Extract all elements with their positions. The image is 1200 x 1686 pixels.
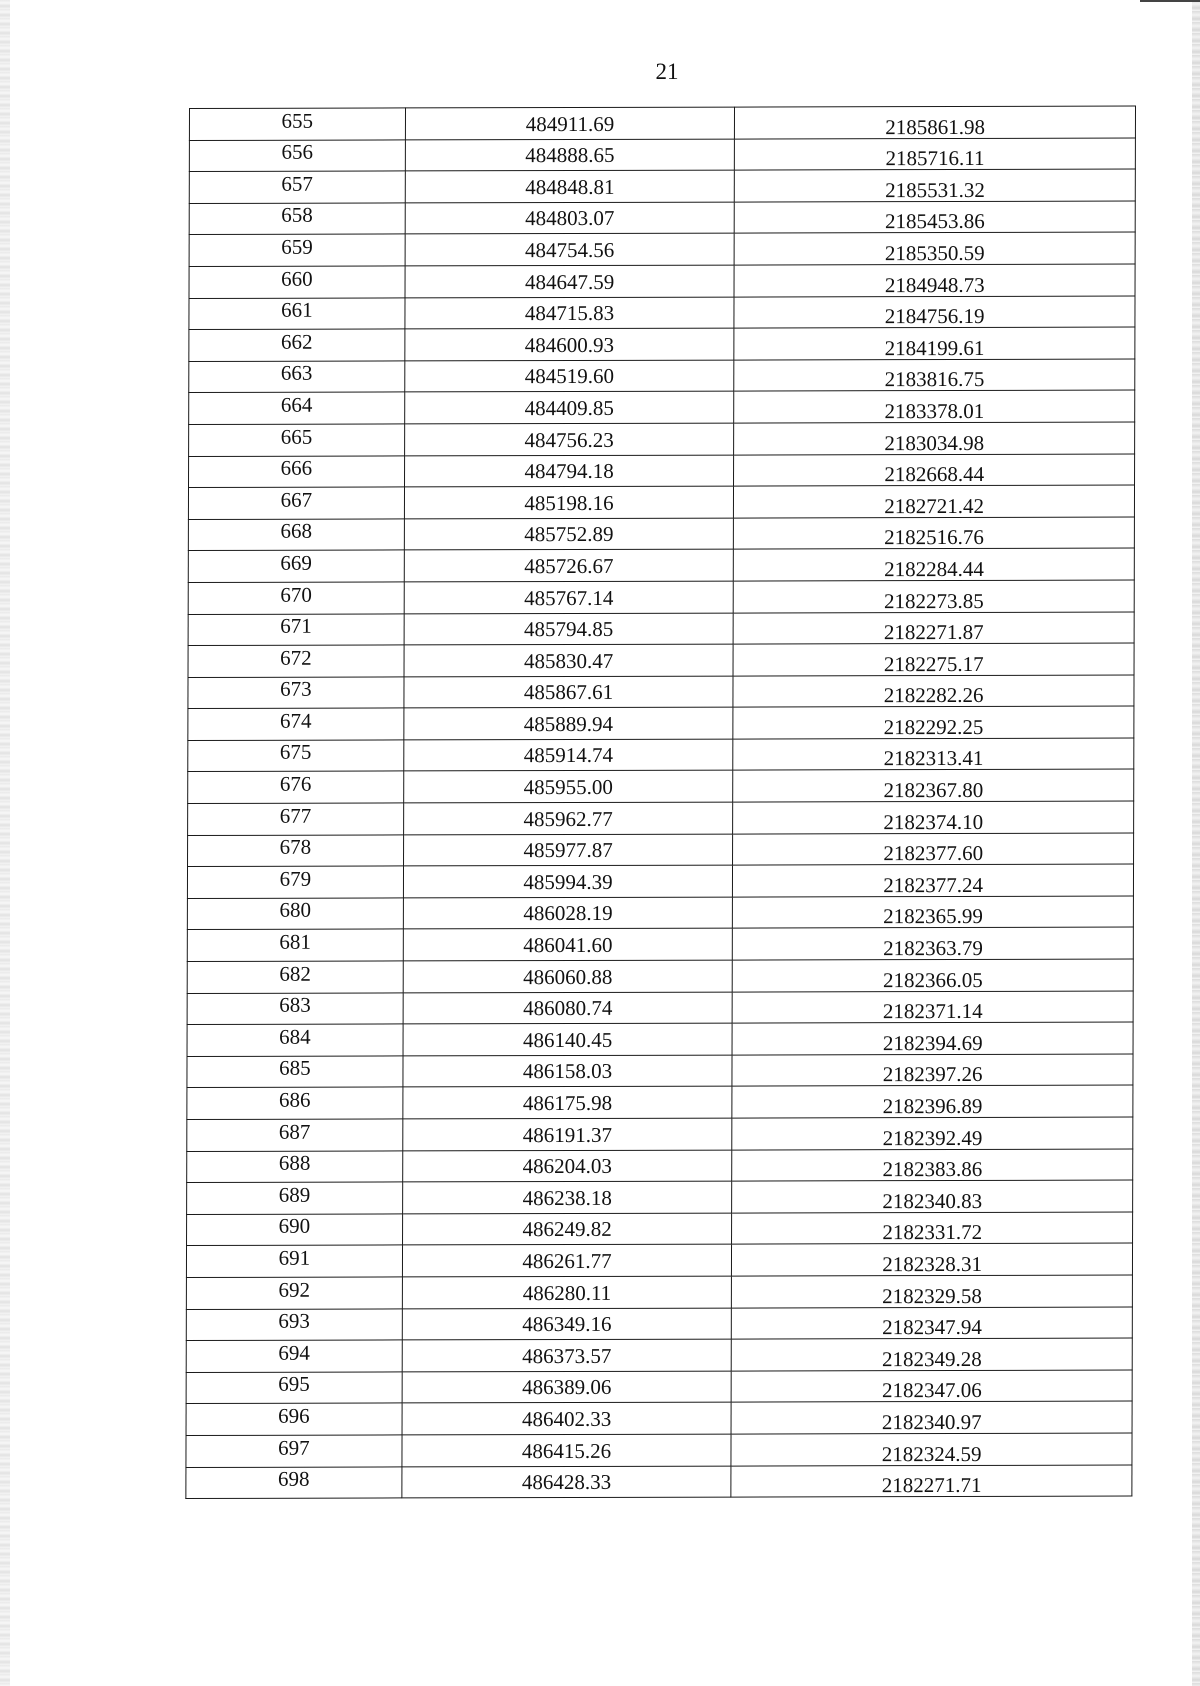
y-coordinate-cell: 2185716.11 (735, 138, 1136, 171)
y-coordinate-cell: 2182721.42 (734, 485, 1135, 518)
scan-edge-right (1192, 0, 1200, 1686)
x-coordinate-cell: 484519.60 (404, 360, 734, 392)
table-row (188, 833, 1134, 867)
y-coordinate-cell: 2182284.44 (734, 548, 1135, 581)
point-number-cell: 683 (187, 993, 403, 1025)
table-row (188, 548, 1134, 582)
x-coordinate-cell: 485914.74 (403, 739, 733, 771)
point-number-cell: 679 (187, 866, 403, 898)
x-coordinate-cell: 484647.59 (405, 265, 735, 297)
point-number-cell: 692 (186, 1277, 402, 1309)
y-coordinate-cell: 2182374.10 (733, 801, 1134, 834)
y-coordinate-cell: 2182366.05 (733, 959, 1134, 992)
table-row (188, 517, 1134, 551)
y-coordinate-cell: 2182328.31 (732, 1243, 1133, 1276)
table-row (187, 1212, 1133, 1246)
x-coordinate-cell: 486402.33 (402, 1402, 732, 1434)
y-coordinate-cell: 2182273.85 (734, 580, 1135, 613)
x-coordinate-cell: 485889.94 (404, 707, 734, 739)
point-number-cell: 675 (188, 740, 404, 772)
table-row (189, 232, 1135, 266)
y-coordinate-cell: 2182349.28 (732, 1338, 1133, 1371)
y-coordinate-cell: 2182282.26 (733, 675, 1134, 708)
x-coordinate-cell: 485977.87 (403, 834, 733, 866)
point-number-cell: 672 (188, 645, 404, 677)
point-number-cell: 695 (186, 1372, 402, 1404)
point-number-cell: 663 (189, 361, 405, 393)
point-number-cell: 678 (188, 835, 404, 867)
x-coordinate-cell: 484754.56 (405, 233, 735, 265)
table-row (186, 1370, 1132, 1404)
table-row (187, 1117, 1133, 1151)
table-row (188, 706, 1134, 740)
y-coordinate-cell: 2182367.80 (733, 769, 1134, 802)
x-coordinate-cell: 484600.93 (405, 328, 735, 360)
x-coordinate-cell: 485767.14 (404, 581, 734, 613)
y-coordinate-cell: 2182371.14 (732, 991, 1133, 1024)
table-row (186, 1433, 1132, 1467)
x-coordinate-cell: 484848.81 (405, 170, 735, 202)
x-coordinate-cell: 486140.45 (403, 1023, 733, 1055)
point-number-cell: 684 (187, 1024, 403, 1056)
point-number-cell: 670 (188, 582, 404, 614)
point-number-cell: 681 (187, 929, 403, 961)
y-coordinate-cell: 2182329.58 (732, 1275, 1133, 1308)
x-coordinate-cell: 485726.67 (404, 549, 734, 581)
x-coordinate-cell: 485962.77 (403, 802, 733, 834)
y-coordinate-cell: 2184948.73 (734, 264, 1135, 297)
y-coordinate-cell: 2182275.17 (733, 643, 1134, 676)
table-row (189, 454, 1135, 488)
point-number-cell: 657 (189, 171, 405, 203)
table-row (188, 769, 1134, 803)
x-coordinate-cell: 486238.18 (402, 1181, 732, 1213)
page-number (0, 58, 1200, 86)
point-number-cell: 686 (187, 1087, 403, 1119)
table-row (186, 1401, 1132, 1435)
y-coordinate-cell: 2182516.76 (734, 517, 1135, 550)
point-number-cell: 685 (187, 1056, 403, 1088)
x-coordinate-cell: 486349.16 (402, 1308, 732, 1340)
x-coordinate-cell: 486373.57 (402, 1339, 732, 1371)
x-coordinate-cell: 484715.83 (405, 297, 735, 329)
x-coordinate-cell: 484888.65 (405, 139, 735, 171)
y-coordinate-cell: 2183034.98 (734, 422, 1135, 455)
point-number-cell: 676 (188, 771, 404, 803)
y-coordinate-cell: 2182271.71 (731, 1465, 1132, 1498)
point-number-cell: 682 (187, 961, 403, 993)
table-row (188, 801, 1134, 835)
y-coordinate-cell: 2182363.79 (733, 927, 1134, 960)
coordinate-table-body (186, 106, 1136, 1499)
table-row (186, 1465, 1132, 1499)
y-coordinate-cell: 2182396.89 (732, 1085, 1133, 1118)
table-row (187, 864, 1133, 898)
x-coordinate-cell: 484756.23 (404, 423, 734, 455)
point-number-cell: 680 (187, 898, 403, 930)
y-coordinate-cell: 2182313.41 (733, 738, 1134, 771)
point-number-cell: 660 (189, 266, 405, 298)
table-row (188, 580, 1134, 614)
point-number-cell: 688 (187, 1151, 403, 1183)
x-coordinate-cell: 486041.60 (403, 929, 733, 961)
y-coordinate-cell: 2185531.32 (735, 169, 1136, 202)
point-number-cell: 677 (188, 803, 404, 835)
table-row (187, 1085, 1133, 1119)
table-row (187, 1054, 1133, 1088)
y-coordinate-cell: 2182377.24 (733, 864, 1134, 897)
x-coordinate-cell: 486249.82 (402, 1213, 732, 1245)
y-coordinate-cell: 2184756.19 (734, 296, 1135, 329)
y-coordinate-cell: 2182383.86 (732, 1149, 1133, 1182)
table-row (187, 927, 1133, 961)
x-coordinate-cell: 486428.33 (402, 1466, 732, 1498)
table-row (189, 296, 1135, 330)
point-number-cell: 698 (186, 1466, 402, 1498)
x-coordinate-cell: 486175.98 (403, 1086, 733, 1118)
x-coordinate-cell: 486191.37 (403, 1118, 733, 1150)
point-number-cell: 673 (188, 677, 404, 709)
y-coordinate-cell: 2182292.25 (733, 706, 1134, 739)
point-number-cell: 691 (186, 1245, 402, 1277)
scan-corner-mark (1140, 0, 1200, 2)
y-coordinate-cell: 2185861.98 (735, 106, 1136, 139)
table-row (189, 359, 1135, 393)
x-coordinate-cell: 486158.03 (403, 1055, 733, 1087)
x-coordinate-cell: 485794.85 (404, 613, 734, 645)
x-coordinate-cell: 484803.07 (405, 202, 735, 234)
table-row (187, 1180, 1133, 1214)
y-coordinate-cell: 2182347.94 (732, 1307, 1133, 1340)
table-row (189, 264, 1135, 298)
point-number-cell: 666 (189, 455, 405, 487)
y-coordinate-cell: 2182365.99 (733, 896, 1134, 929)
y-coordinate-cell: 2182340.97 (731, 1401, 1132, 1434)
point-number-cell: 668 (188, 519, 404, 551)
x-coordinate-cell: 486028.19 (403, 897, 733, 929)
table-row (189, 327, 1135, 361)
table-row (187, 1022, 1133, 1056)
y-coordinate-cell: 2182324.59 (731, 1433, 1132, 1466)
point-number-cell: 655 (189, 108, 405, 140)
x-coordinate-cell: 484794.18 (404, 455, 734, 487)
point-number-cell: 671 (188, 613, 404, 645)
x-coordinate-cell: 485830.47 (404, 644, 734, 676)
y-coordinate-cell: 2184199.61 (734, 327, 1135, 360)
point-number-cell: 689 (187, 1182, 403, 1214)
point-number-cell: 696 (186, 1403, 402, 1435)
y-coordinate-cell: 2183378.01 (734, 390, 1135, 423)
y-coordinate-cell: 2185453.86 (735, 201, 1136, 234)
point-number-cell: 693 (186, 1308, 402, 1340)
x-coordinate-cell: 485994.39 (403, 865, 733, 897)
y-coordinate-cell: 2182394.69 (732, 1022, 1133, 1055)
table-row (186, 1307, 1132, 1341)
point-number-cell: 667 (188, 487, 404, 519)
x-coordinate-cell: 486415.26 (402, 1434, 732, 1466)
table-row (188, 612, 1134, 646)
table-row (189, 390, 1135, 424)
table-row (186, 1338, 1132, 1372)
y-coordinate-cell: 2182397.26 (732, 1054, 1133, 1087)
scan-edge-left (0, 0, 10, 1686)
x-coordinate-cell: 484409.85 (404, 391, 734, 423)
point-number-cell: 694 (186, 1340, 402, 1372)
x-coordinate-cell: 485955.00 (403, 771, 733, 803)
table-row (188, 675, 1134, 709)
table-row (186, 1243, 1132, 1277)
point-number-cell: 658 (189, 203, 405, 235)
x-coordinate-cell: 485867.61 (404, 676, 734, 708)
y-coordinate-cell: 2185350.59 (734, 232, 1135, 265)
x-coordinate-cell: 486389.06 (402, 1371, 732, 1403)
point-number-cell: 664 (189, 392, 405, 424)
table-row (187, 896, 1133, 930)
y-coordinate-cell: 2182668.44 (734, 454, 1135, 487)
x-coordinate-cell: 485198.16 (404, 486, 734, 518)
y-coordinate-cell: 2182347.06 (732, 1370, 1133, 1403)
table-row (189, 169, 1135, 203)
x-coordinate-cell: 484911.69 (405, 107, 735, 139)
point-number-cell: 687 (187, 1119, 403, 1151)
x-coordinate-cell: 486080.74 (403, 992, 733, 1024)
table-row (187, 959, 1133, 993)
point-number-cell: 665 (189, 424, 405, 456)
table-row (186, 1275, 1132, 1309)
page-number-text: 21 (655, 59, 679, 84)
x-coordinate-cell: 486204.03 (402, 1150, 732, 1182)
table-row (189, 106, 1135, 140)
table-row (189, 201, 1135, 235)
point-number-cell: 697 (186, 1435, 402, 1467)
y-coordinate-cell: 2182340.83 (732, 1180, 1133, 1213)
y-coordinate-cell: 2183816.75 (734, 359, 1135, 392)
x-coordinate-cell: 486060.88 (403, 960, 733, 992)
table-row (188, 485, 1134, 519)
point-number-cell: 659 (189, 234, 405, 266)
x-coordinate-cell: 486261.77 (402, 1244, 732, 1276)
table-row (187, 1149, 1133, 1183)
y-coordinate-cell: 2182377.60 (733, 833, 1134, 866)
point-number-cell: 662 (189, 329, 405, 361)
table-row (188, 738, 1134, 772)
x-coordinate-cell: 485752.89 (404, 518, 734, 550)
y-coordinate-cell: 2182331.72 (732, 1212, 1133, 1245)
x-coordinate-cell: 486280.11 (402, 1276, 732, 1308)
point-number-cell: 661 (189, 297, 405, 329)
table-row (189, 422, 1135, 456)
point-number-cell: 669 (188, 550, 404, 582)
y-coordinate-cell: 2182271.87 (733, 612, 1134, 645)
table-row (187, 991, 1133, 1025)
table-row (189, 138, 1135, 172)
table-row (188, 643, 1134, 677)
point-number-cell: 674 (188, 708, 404, 740)
coordinate-table (185, 106, 1136, 1500)
point-number-cell: 656 (189, 140, 405, 172)
point-number-cell: 690 (187, 1214, 403, 1246)
y-coordinate-cell: 2182392.49 (732, 1117, 1133, 1150)
